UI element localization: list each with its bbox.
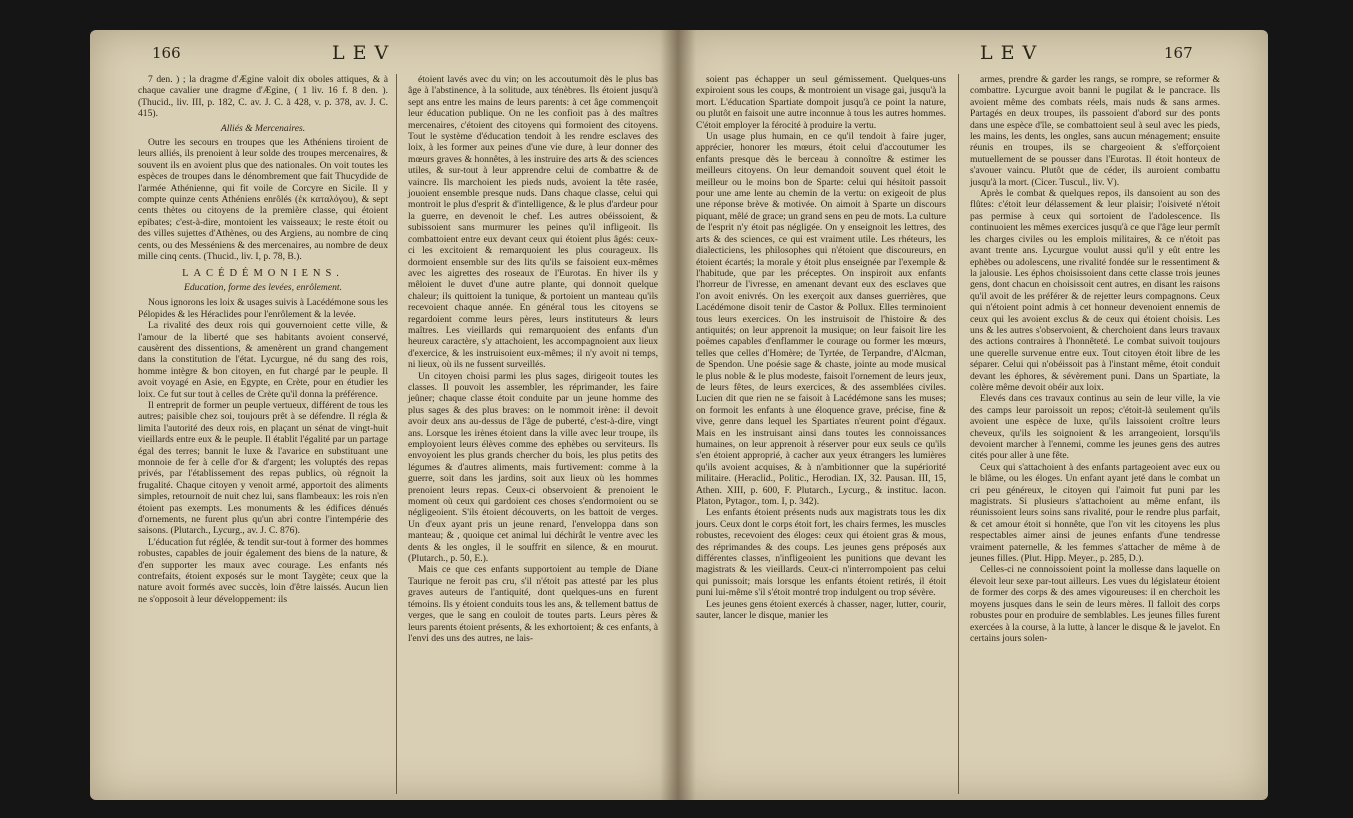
paragraph: Il entreprit de former un peuple vertueux, différent de tous les autres; paisible chez soi, toujours prêt à se défendre. Il régla & limita l'autorité des deux rois, en plaçant un sénat de vingt-huit vieillards entre eux & le peuple. Il établit l'égalité par un partage égal des terres; bannit le luxe & l'avarice en substituant une monnoie de fer à celle d'or & d'argent; les voluptés des repas privés, par l'établissement des repas publics, où régnoit la frugalité. Chaque citoyen y venoit armé, apportoit des aliments simples, retournoit de nuit chez lui, sans flambeaux: les rois n'en étoient pas exempts. Les monuments & les édifices dénués d'ornements, ne furent plus qu'un abri contre l'intempérie des saisons. (Plutarch., Lycurg., av. J. C. 876). <box>138 399 388 537</box>
column-rule-right <box>958 74 959 794</box>
paragraph: L'éducation fut réglée, & tendit sur-tout à former des hommes robustes, capables de jouir également des biens de la nature, & d'en supporter les maux avec courage. Les enfants nés contrefaits, étoient exposés sur le mont Taygète; ceux que la nature avoit formés avec succès, loin d'être laissés. Aucun lien ne s'opposoit à leur développement: ils <box>138 536 388 605</box>
paragraph: LACÉDÉMONIENS. <box>182 267 344 279</box>
paragraph: Elevés dans ces travaux continus au sein de leur ville, la vie des camps leur paroissoit un repos; c'étoit-là seulement qu'ils avoient une espèce de luxe, qu'ils laissoient croître leurs cheveux, qu'ils les soignoient & les arrangeoient, lorsqu'ils devoient marcher à l'ennemi, comme les jeunes gens des autres cités pour aller à une fête. <box>970 393 1220 462</box>
paragraph: Un usage plus humain, en ce qu'il tendoit à faire juger, apprécier, honorer les mœurs, étoit celui d'accoutumer les enfants presque dès le berceau à connoître & estimer les meilleurs citoyens. On leur demandoit souvent quel étoit le meilleur ou le moins bon de Sparte: celui qui hésitoit passoit pour une ame lente au chemin de la vertu: on exigeoit de plus une réponse brève & motivée. On aimoit à Sparte un discours piquant, mêlé de grace; un grand sens en peu de mots. La culture de l'esprit n'y étoit pas négligée. On y enseignoit les lettres, des arts & des sciences, ce qui est vraiment utile. Les rhéteurs, les dialecticiens, les philosophes qui n'étoient que discoureurs, en étoient écartés; la morale y étoit plus enseignée par l'exemple & l'habitude, que par les préceptes. On inspiroit aux enfants l'horreur de l'ivresse, en amenant devant eux des esclaves que l'on avoit enivrés. On les exerçoit aux danses guerrières, que Lacédémone disoit tenir de Castor & Pollux. Elles terminoient tous leurs exercices. On les instruisoit de l'histoire & des antiquités; on leur apprenoit la musique; on leur faisoit lire les poëmes capables d'enflammer le courage ou former les mœurs, telles que celles d'Homère; de Tyrtée, de Terpandre, d'Alcman, de Spendon. Une poésie sage & chaste, jointe au mode musical le plus noble & le plus modeste, faisoit l'ornement de leurs jeux, de leurs fêtes, de leurs exercices, & des assemblées civiles. Lucien dit que rien ne se faisoit à Lacédémone sans les muses; on formoit les enfants à une éloquence grave, précise, fine & vive, genre dans lequel les Spartiates n'eurent point d'égaux. Mais en les instruisant ainsi dans toutes les connoissances humaines, on leur apprenoit à réserver pour eux seuls ce qu'ils s'en étoient approprié, à cacher aux yeux étrangers les lumières qu'ils avoient acquises, & à n'ambitionner que la supériorité militaire. (Heraclid., Politic., Herodian. IX, 32. Pausan. III, 15, Athen. XIII, p. 600, F. Plutarch., Lycurg., & instituc. lacon. Platon, Pytagor., tom. I, p. 342). <box>696 131 946 508</box>
paragraph: Les jeunes gens étoient exercés à chasser, nager, lutter, courir, sauter, lancer le disque, manier les <box>696 598 946 622</box>
right-head-word: LEV <box>980 42 1045 64</box>
paragraph: Alliés & Mercenaires. <box>220 122 306 134</box>
right-column-2 <box>970 74 1220 644</box>
paragraph: Education, forme des levées, enrôlement. <box>184 281 342 293</box>
left-column-1 <box>138 74 388 605</box>
left-page-number: 166 <box>152 44 181 62</box>
paragraph: 7 den. ) ; la dragme d'Ægine valoit dix oboles attiques, & à chaque cavalier une dragme d'Ægine, ( 1 liv. 16 f. 8 den. ). (Thucid., liv. III, p. 182, C. av. J. C. ã 428, v. p. 378, av. J. C. 415). <box>138 74 388 120</box>
paragraph: soient pas échapper un seul gémissement. Quelques-uns expiroient sous les coups, & montroient un visage gai, jusqu'à la mort. L'éducation Spartiate dompoit jusqu'à ce point la nature, ou plutôt en faisoit une autre inconnue à tous les autres hommes. C'étoit employer la férocité à produire la vertu. <box>696 74 946 131</box>
column-rule-left <box>396 74 397 794</box>
paragraph: Celles-ci ne connoissoient point la mollesse dans laquelle on élevoit leur sexe par-tout ailleurs. Les vues du législateur étoient de former des corps & des ames vigoureuses: il en cherchoit les moyens jusques dans le sein de leurs mères. Il falloit des corps robustes pour en produire de semblables. Les jeunes filles furent exercées à la course, à la lutte, à lancer le disque & le javelot. En certains jours solen- <box>970 564 1220 644</box>
paragraph: La rivalité des deux rois qui gouvernoient cette ville, & l'amour de la liberté que ses habitants avoient conservé, causèrent des dissentions, & amenèrent un grand changement dans la constitution de l'état. Lycurgue, né du sang des rois, homme intègre & bon citoyen, en fut chargé par le peuple. Il avoit voyagé en Asie, en Egypte, en Crète, pour en étudier les loix. Ce fut sur tout à celles de Crète qu'il donna la préférence. <box>138 320 388 400</box>
paragraph: armes, prendre & garder les rangs, se rompre, se reformer & combattre. Lycurgue avoit banni le pugilat & le pancrace. Ils avoient même des combats réels, mais nuds & sans armes. Partagés en deux troupes, ils passoient d'abord sur des ponts dans une espèce d'île, se combattoient seul à seul avec les pieds, les mains, les dents, les ongles, sans aucun ménagement; ensuite réunis en troupes, ils se chargeoient & s'efforçoient mutuellement de se pousser dans l'Eurotas. Il étoit honteux de s'avouer vaincu. Plutôt que de céder, ils auroient combattu jusqu'à la mort. (Cicer. Tuscul., liv. V). <box>970 74 1220 188</box>
book-gutter <box>660 30 696 800</box>
paragraph: Ceux qui s'attachoient à des enfants partageoient avec eux ou le blâme, ou les éloges. Un enfant ayant jeté dans le combat un cri peu généreux, le citoyen qui l'aimoit fut puni par les magistrats. Si plusieurs s'attachoient au même enfant, ils réunissoient leurs soins sans rivalité, pour le rendre plus parfait, & cet amour étoit si honnête, que l'on vit les citoyens les plus respectables aimer ainsi de jeunes enfants d'une tendresse vraiment paternelle, & les femmes s'attacher de même à de jeunes filles. (Plut. Hipp. Meyer., p. 285, D.). <box>970 461 1220 565</box>
right-column-1 <box>696 74 946 622</box>
right-running-head <box>678 42 1268 66</box>
paragraph: Outre les secours en troupes que les Athéniens tiroient de leurs alliés, ils prenoient à leur solde des troupes mercenaires, & souvent ils en avoient plus que des nationales. On voit toutes les espèces de troupes dans le dénombrement que fait Thucydide de l'armée Athénienne, qui fit voile de Corcyre en Sicile. Il y compte quinze cents Athéniens enrôlés (ἐκ καταλόγου), & sept cents thètes ou citoyens de la première classe, qui étoient epibates; c'est-à-dire, montoient les vaisseaux; le reste étoit ou des villes sujettes d'Athènes, ou des Argiens, au nombre de cinq cents, ou des Messéniens & des mercenaires, au nombre de deux mille cinq cents. (Thucid., liv. I, p. 78, B.). <box>138 137 388 263</box>
paragraph: Nous ignorons les loix & usages suivis à Lacédémone sous les Pélopides & les Héraclides pour l'enrôlement & la levée. <box>138 297 388 320</box>
paragraph: Après le combat & quelques repos, ils dansoient au son des flûtes: c'étoit leur délassement & leur plaisir; l'oisiveté n'étoit pas permise à ceux qui sortoient de l'adolescence. Ils continuoient les mêmes exercices jusqu'à ce que l'âge leur permît les charges civiles ou les emplois militaires, & ce n'étoit pas avant trente ans. Lycurgue voulut aussi qu'il y eût entre les ephèbes ou adolescens, une rivalité fondée sur le ressentiment & la jalousie. Les éphos choisissoient dans cette classe trois jeunes gens, dont chacun en choisissoit cent autres, en disant les raisons qu'il avoit de les préférer & de rejetter leurs compagnons. Ceux qui n'étoient point admis à cet honneur devenoient ennemis de ceux qui les avoient exclus & de ceux qui étoient choisis. Les uns & les autres s'observoient, & cherchoient dans leurs travaux des actions contraires à l'honnêteté. Le combat suivoit toujours une querelle survenue entre eux. Tout citoyen étoit libre de les séparer. Celui qui n'obéissoit pas à l'instant même, étoit conduit devant les éphores, & sévèrement puni. Dans un Spartiate, la colère même devoit obéir aux loix. <box>970 188 1220 393</box>
left-head-word: LEV <box>332 42 397 64</box>
paragraph: Mais ce que ces enfants supportoient au temple de Diane Taurique ne feroit pas cru, s'il n'étoit pas attesté par les plus graves auteurs de l'antiquité, dont quelques-uns en furent témoins. Ils y étoient conduits tous les ans, & tellement battus de verges, que le sang en couloit de toutes parts. Leurs pères & leurs parents étoient présents, & les exhortoient; & ces enfants, à l'envi des uns des autres, ne lais- <box>408 564 658 644</box>
right-page <box>678 30 1268 800</box>
paragraph: étoient lavés avec du vin; on les accoutumoit dès le plus bas âge à l'abstinence, à la solitude, aux ténèbres. Ils étoient jusqu'à sept ans entre les mains de leurs parents: à cet âge commençoit leur éducation publique. On ne les confioit pas à des maîtres mercenaires, c'étoient des citoyens qui formoient des citoyens. Tout le système d'éducation tendoit à les rendre esclaves des loix, à les former aux peines d'une vie dure, à leur donner des mœurs graves & honnêtes, à les instruire des arts & des sciences utiles, & sur-tout à leur apprendre celui de combattre & de vaincre. Ils marchoient les pieds nuds, avoient la tête rasée, jouoient ensemble presque nuds. Dans chaque classe, celui qui montroit le plus d'esprit & d'intelligence, & le plus d'ardeur pour la guerre, en devenoit le chef. Les autres obéissoient, & subissoient sans murmurer les peines qu'il infligeoit. Ils combattoient entre eux devant ceux qui étoient plus âgés: ceux-ci les excitoient & remarquoient les plus courageux. Ils dormoient ensemble sur des lits qu'ils se faisoient eux-mêmes avec les aigrettes des roseaux de l'Eurotas. En hiver ils y mêloient le duvet d'une autre plante, qui donnoit quelque chaleur; ils quittoient la tunique, & portoient un manteau qu'ils recevoient chaque année. En général tous les citoyens se regardoient comme leurs pères, leurs instituteurs & leurs maîtres. Les vieillards qui remarquoient des enfants d'un heureux caractère, s'y attachoient, les accompagnoient aux lieux d'exercice, & les instruisoient eux-mêmes; il n'y avoit ni temps, ni lieux, où ils ne fussent surveillés. <box>408 74 658 371</box>
left-page <box>90 30 678 800</box>
left-column-2 <box>408 74 658 644</box>
left-running-head <box>90 42 678 66</box>
right-page-number: 167 <box>1164 44 1193 62</box>
paragraph: Les enfants étoient présents nuds aux magistrats tous les dix jours. Ceux dont le corps étoit fort, les chairs fermes, les muscles robustes, recevoient des éloges: ceux qui étoient gras & mous, des réprimandes & des coups. Les jeunes gens préposés aux différentes classes, n'infligeoient les punitions que devant les magistrats & les vieillards. Ceux-ci n'interrompoient pas celui qui punissoit; mais lorsque les enfants étoient retirés, il étoit puni lui-même s'il s'étoit montré trop indulgent ou trop sévère. <box>696 507 946 599</box>
paragraph: Un citoyen choisi parmi les plus sages, dirigeoit toutes les classes. Il pouvoit les assembler, les réprimander, les faire jeûner; chaque classe étoit conduite par un jeune homme des plus sages & des plus braves: on le nommoit irène: il devoit avoir deux ans au-dessus de l'âge de puberté, c'est-à-dire, vingt ans. Lorsque les irènes étoient dans la ville avec leur troupe, ils employoient leurs élèves comme des ephèbes ou serviteurs. Ils envoyoient les plus grands chercher du bois, les plus petits des légumes & d'autres aliments, mais furtivement: comme à la guerre, soit dans les jardins, soit aux lieux où les hommes prenoient leurs repas. Ceux-ci observoient & prenoient le moment où ceux qui gardoient ces choses s'endormoient ou se négligeoient. S'ils étoient découverts, on les battoit de verges. Un d'eux ayant pris un jeune renard, l'enveloppa dans son manteau; & , quoique cet animal lui déchirât le ventre avec les dents & les ongles, il le souffrit en silence, & en mourut. (Plutarch., p. 50, E.). <box>408 370 658 565</box>
